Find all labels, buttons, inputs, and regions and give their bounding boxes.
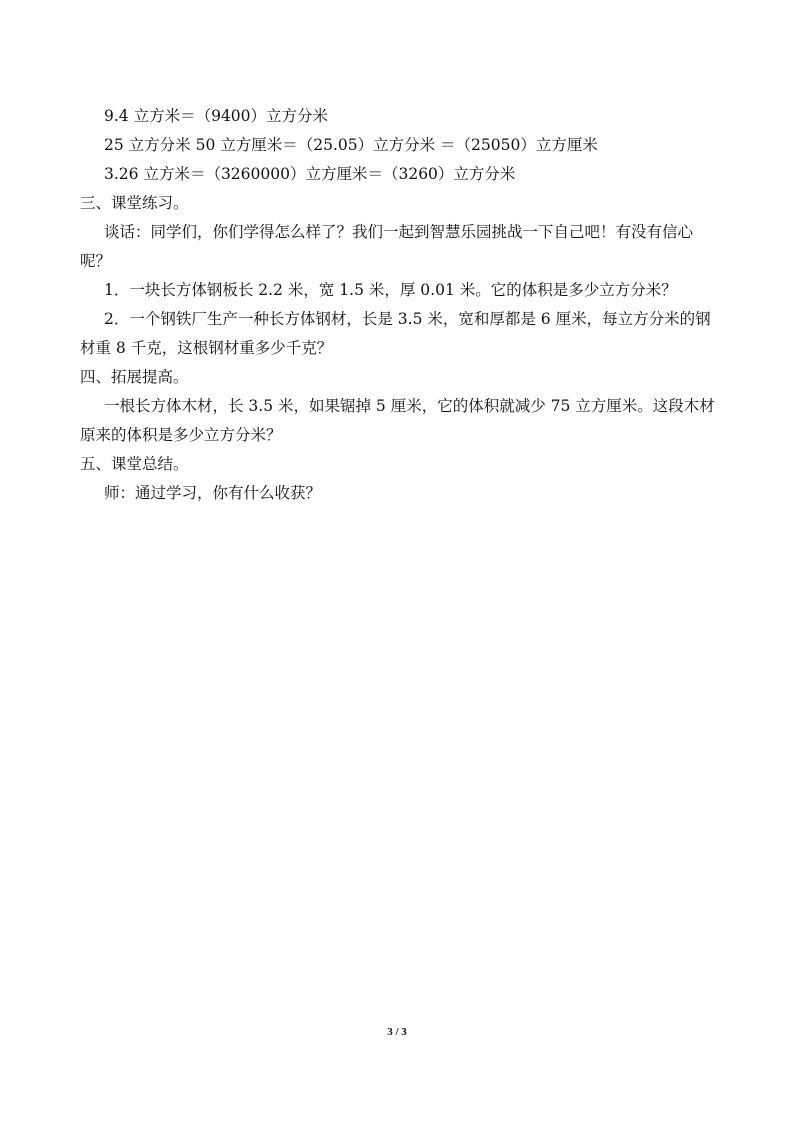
page-number: 3 / 3 xyxy=(387,1026,407,1038)
section-4-heading: 四、拓展提高。 xyxy=(80,368,189,386)
section-3-problem-2: 2．一个钢铁厂生产一种长方体钢材，长是 3.5 米，宽和厚都是 6 厘米，每立方分米的钢材重 8 千克，这根钢材重多少千克？ xyxy=(80,310,711,357)
conversion-line-3: 3.26 立方米＝（3260000）立方厘米＝（3260）立方分米 xyxy=(104,165,516,183)
section-4-problem: 一根长方体木材，长 3.5 米，如果锯掉 5 厘米，它的体积就减少 75 立方厘米。这段木材原来的体积是多少立方分米？ xyxy=(80,397,715,444)
conversion-line-2: 25 立方分米 50 立方厘米＝（25.05）立方分米 ＝（25050）立方厘米 xyxy=(104,136,598,154)
section-3-problem-1: 1．一块长方体钢板长 2.2 米，宽 1.5 米，厚 0.01 米。它的体积是多少立方分米？ xyxy=(104,281,677,299)
section-3-heading: 三、课堂练习。 xyxy=(80,194,189,212)
section-3-talk: 谈话：同学们，你们学得怎么样了？我们一起到智慧乐园挑战一下自己吧！有没有信心呢？ xyxy=(80,223,694,270)
conversion-line-1: 9.4 立方米＝（9400）立方分米 xyxy=(104,107,329,125)
section-5-question: 师：通过学习，你有什么收获？ xyxy=(104,484,322,502)
section-5-heading: 五、课堂总结。 xyxy=(80,455,189,473)
page-content xyxy=(80,102,720,508)
